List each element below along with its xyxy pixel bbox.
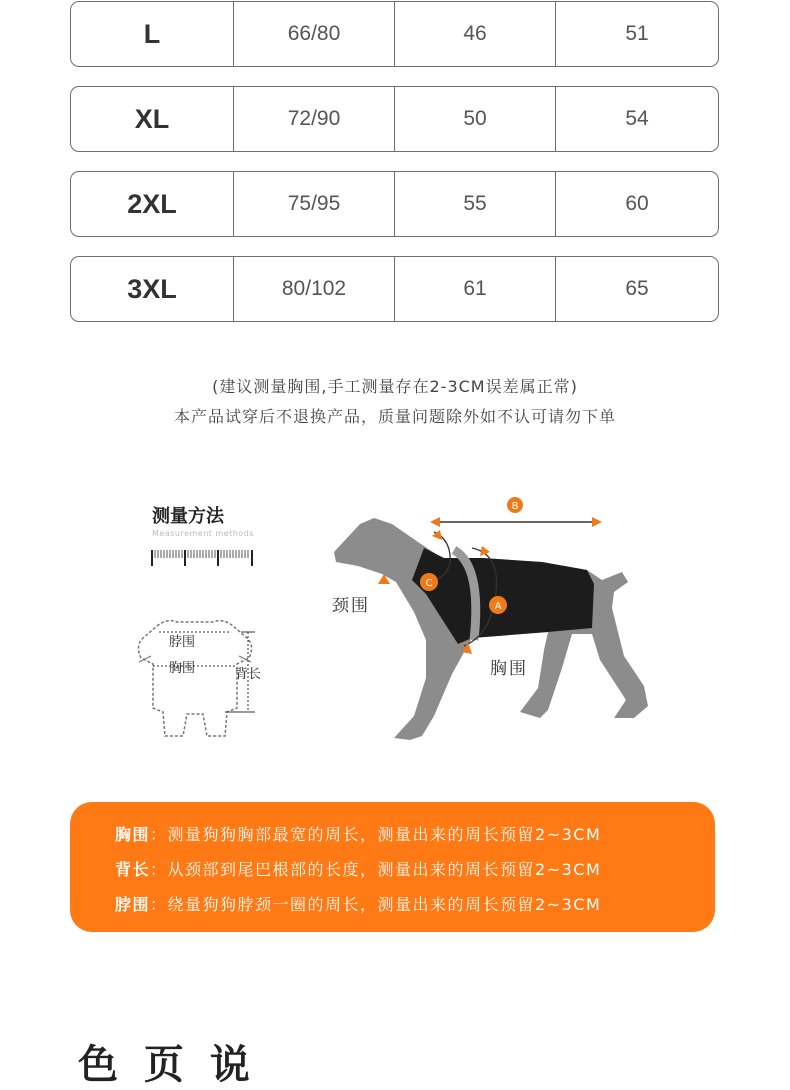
dog-label-neck: 颈围 bbox=[332, 596, 370, 616]
info-text: ：测量狗狗胸部最宽的周长，测量出来的周长预留2~3CM bbox=[150, 825, 602, 844]
neck-arrow-top-icon bbox=[432, 530, 442, 540]
measurement-info-box bbox=[70, 802, 715, 932]
marker-a-label: A bbox=[494, 601, 502, 612]
shirt-label-back: 背长 bbox=[235, 667, 262, 682]
size-value: 75/95 bbox=[234, 172, 395, 236]
info-text: ：从颈部到尾巴根部的长度，测量出来的周长预留2~3CM bbox=[150, 860, 602, 879]
info-key: 胸围 bbox=[115, 825, 151, 844]
info-key: 背长 bbox=[115, 860, 151, 879]
size-value: 55 bbox=[395, 172, 556, 236]
arrow-left-icon bbox=[430, 517, 440, 527]
shirt-label-chest: 胸围 bbox=[169, 661, 196, 676]
size-label: 3XL bbox=[71, 257, 234, 321]
note-line-2: 本产品试穿后不退换产品，质量问题除外如不认可请勿下单 bbox=[173, 407, 616, 426]
size-row-xl bbox=[70, 86, 719, 152]
size-value: 61 bbox=[395, 257, 556, 321]
info-line-chest bbox=[115, 817, 715, 852]
marker-b-label: B bbox=[511, 501, 519, 512]
size-value: 65 bbox=[625, 277, 649, 300]
ruler-icon bbox=[152, 546, 254, 566]
size-label: XL bbox=[71, 87, 234, 151]
size-row-l bbox=[70, 1, 719, 67]
size-value: 46 bbox=[395, 2, 556, 66]
garment-diagram bbox=[115, 612, 275, 747]
size-label: L bbox=[71, 2, 234, 66]
shirt-label-neck: 脖围 bbox=[169, 635, 196, 650]
info-text: ：绕量狗狗脖颈一圈的周长，测量出来的周长预留2~3CM bbox=[150, 895, 602, 914]
size-value: 54 bbox=[625, 107, 649, 130]
info-line-back bbox=[115, 852, 715, 887]
info-line-neck bbox=[115, 887, 715, 922]
size-value: 66/80 bbox=[234, 2, 395, 66]
arrow-right-icon bbox=[592, 517, 602, 527]
info-key: 脖围 bbox=[115, 895, 151, 914]
note-line-1: (建议测量胸围,手工测量存在2-3CM误差属正常) bbox=[212, 377, 578, 396]
size-row-2xl bbox=[70, 171, 719, 237]
marker-c-label: C bbox=[425, 578, 433, 589]
size-value: 60 bbox=[625, 192, 649, 215]
size-value: 72/90 bbox=[234, 87, 395, 151]
size-value: 50 bbox=[395, 87, 556, 151]
size-value: 80/102 bbox=[234, 257, 395, 321]
method-title: 测量方法 bbox=[152, 506, 224, 527]
size-label: 2XL bbox=[71, 172, 234, 236]
dog-diagram bbox=[322, 488, 667, 748]
size-value: 51 bbox=[625, 22, 649, 45]
size-row-3xl bbox=[70, 256, 719, 322]
next-section-title: 色 页 说 bbox=[78, 1042, 256, 1088]
dog-label-chest: 胸围 bbox=[490, 659, 528, 679]
measurement-notes bbox=[0, 372, 790, 432]
method-subtitle: Measurement methods bbox=[152, 529, 255, 538]
